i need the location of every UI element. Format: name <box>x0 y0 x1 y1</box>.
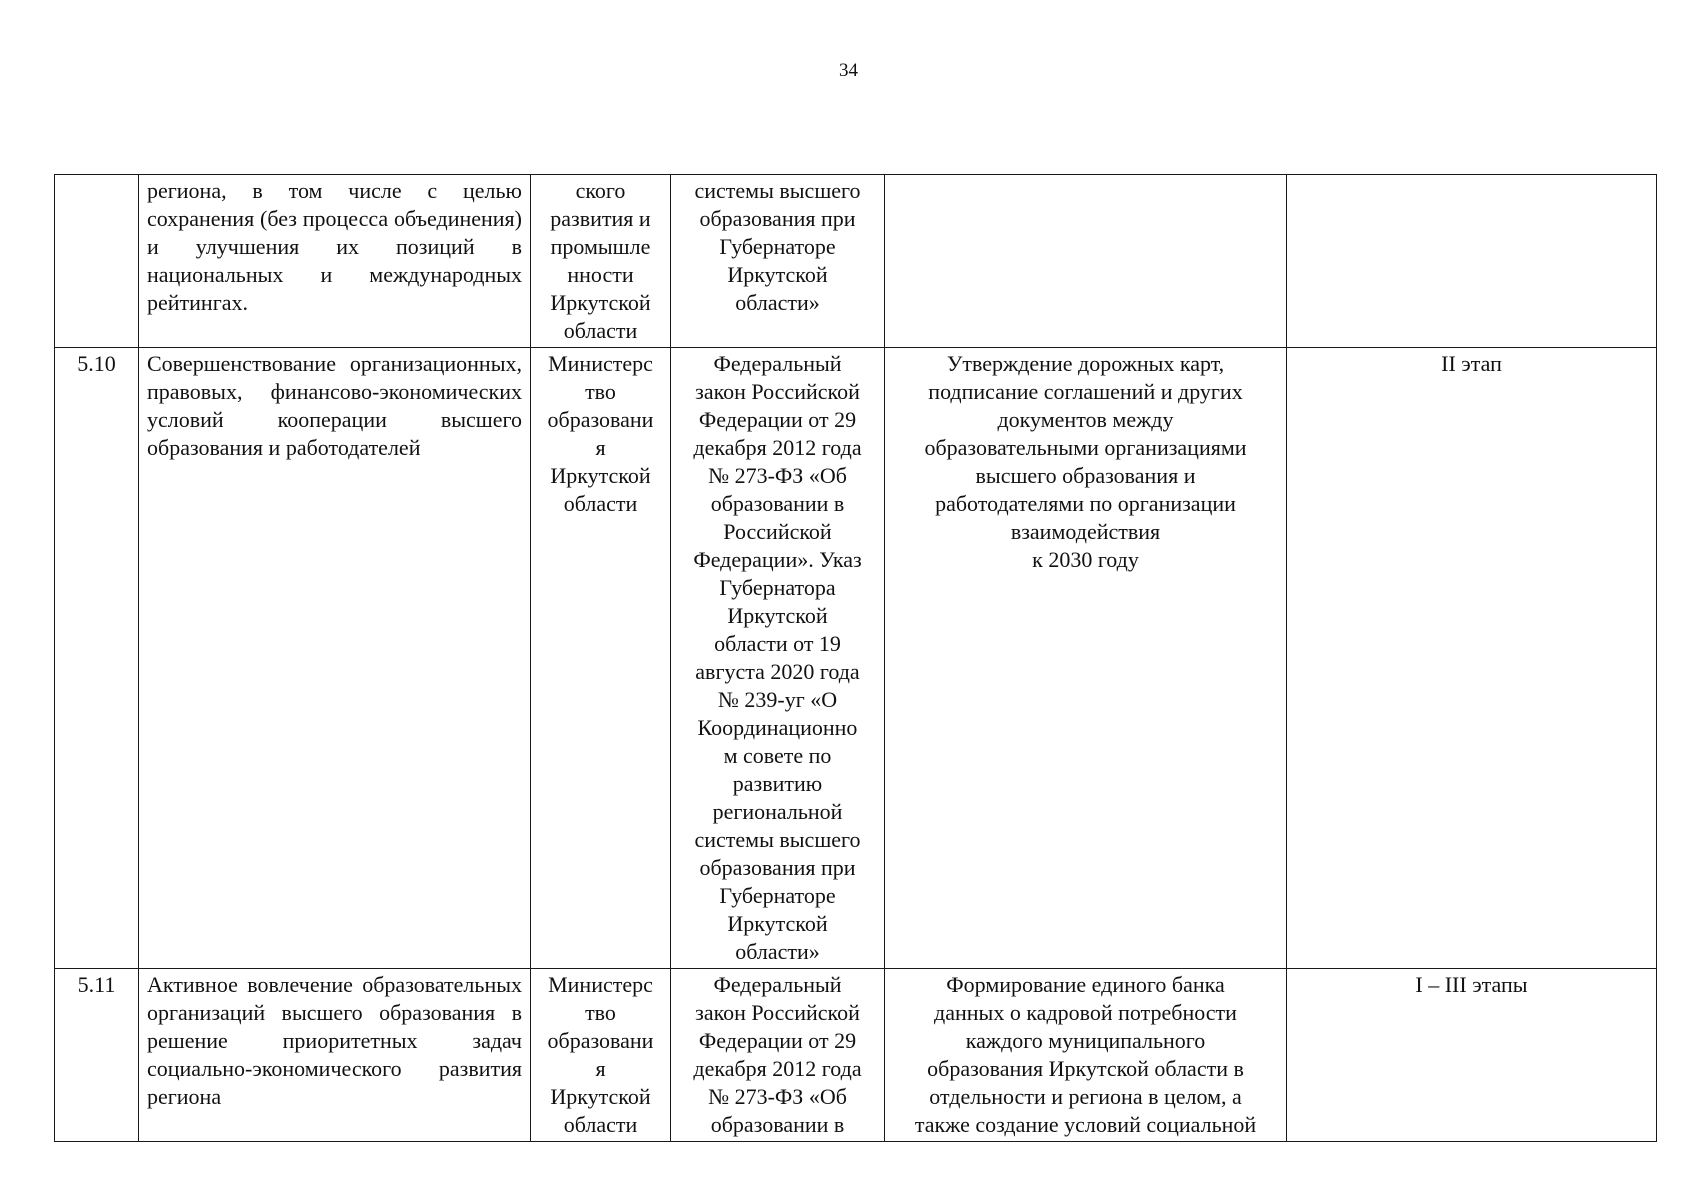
cell-line: Федерации от 29 <box>698 1028 857 1053</box>
cell-line: я <box>595 435 606 460</box>
cell-line: Утверждение дорожных карт, <box>946 351 1225 376</box>
cell-line: Губернаторе <box>719 883 836 908</box>
cell-line: образовательными организациями <box>924 435 1247 460</box>
stage-cell: II этап <box>1287 348 1657 969</box>
cell-line: развитию <box>732 771 823 796</box>
cell-line: Федерации». Указ <box>693 547 862 572</box>
cell-line: образования Иркутской области в <box>927 1056 1244 1081</box>
cell-line: данных о кадровой потребности <box>934 1000 1237 1025</box>
cell-line: № 239-уг «О <box>717 687 838 712</box>
cell-line: Министерс <box>548 351 653 376</box>
cell-line: № 273-ФЗ «Об <box>708 1084 847 1109</box>
cell-line: системы высшего <box>694 178 861 203</box>
cell-line: Координационно <box>697 715 858 740</box>
cell-line: Министерс <box>548 972 653 997</box>
cell-line: образовани <box>547 1028 654 1053</box>
cell-line: Формирование единого банка <box>946 972 1225 997</box>
row-number <box>55 175 139 348</box>
document-cell <box>671 969 885 1142</box>
cell-line: нности <box>567 262 634 287</box>
result-cell <box>885 348 1287 969</box>
cell-line: тво <box>585 379 616 404</box>
measure-cell: Совершенствование организационных, правовых, финансово-экономических условий кооперации высшего образования и работодателей <box>139 348 531 969</box>
cell-line: образования при <box>699 855 856 880</box>
table-row <box>55 175 1657 348</box>
cell-line: закон Российской <box>695 1000 860 1025</box>
cell-line: Иркутской <box>550 290 651 315</box>
cell-line: работодателями по организации <box>935 491 1236 516</box>
cell-line: закон Российской <box>695 379 860 404</box>
result-cell <box>885 175 1287 348</box>
measure-cell: региона, в том числе с целью сохранения (без процесса объединения) и улучшения их позиций в национальных и международных рейтингах. <box>139 175 531 348</box>
cell-line: Федеральный <box>713 351 842 376</box>
cell-line: Губернаторе <box>719 234 836 259</box>
cell-line: образовании в <box>710 1112 845 1137</box>
cell-line: каждого муниципального <box>965 1028 1206 1053</box>
cell-line: развития и <box>550 206 651 231</box>
cell-line: области <box>563 1112 638 1137</box>
cell-line: ского <box>575 178 626 203</box>
cell-line: Российской <box>723 519 832 544</box>
cell-line: высшего образования и <box>975 463 1196 488</box>
cell-line: подписание соглашений и других <box>928 379 1243 404</box>
stage-cell <box>1287 175 1657 348</box>
table-row <box>55 348 1657 969</box>
cell-line: области» <box>735 290 820 315</box>
cell-line: тво <box>585 1000 616 1025</box>
cell-line: Федеральный <box>713 972 842 997</box>
cell-line: к 2030 году <box>1032 547 1139 572</box>
cell-line: области» <box>735 939 820 964</box>
cell-line: декабря 2012 года <box>693 1056 862 1081</box>
result-cell <box>885 969 1287 1142</box>
cell-line: № 273-ФЗ «Об <box>708 463 847 488</box>
cell-line: августа 2020 года <box>695 659 860 684</box>
measure-cell: Активное вовлечение образовательных организаций высшего образования в решение приоритетных задач социально-экономического развития региона <box>139 969 531 1142</box>
cell-line: я <box>595 1056 606 1081</box>
cell-line: документов между <box>997 407 1174 432</box>
executor-cell <box>531 348 671 969</box>
cell-line: Иркутской <box>727 911 828 936</box>
plan-table <box>54 174 1657 1142</box>
executor-cell <box>531 969 671 1142</box>
cell-line: Губернатора <box>719 575 836 600</box>
document-cell <box>671 348 885 969</box>
cell-line: промышле <box>550 234 651 259</box>
cell-line: системы высшего <box>694 827 861 852</box>
table-row <box>55 969 1657 1142</box>
cell-line: отдельности и региона в целом, а <box>929 1084 1242 1109</box>
cell-line: области <box>563 318 638 343</box>
document-cell <box>671 175 885 348</box>
cell-line: Федерации от 29 <box>698 407 857 432</box>
executor-cell <box>531 175 671 348</box>
cell-line: области от 19 <box>714 631 841 656</box>
cell-line: декабря 2012 года <box>693 435 862 460</box>
cell-line: области <box>563 491 638 516</box>
cell-line: также создание условий социальной <box>914 1112 1257 1137</box>
row-number: 5.11 <box>55 969 139 1142</box>
cell-line: образования при <box>699 206 856 231</box>
cell-line: региональной <box>712 799 843 824</box>
cell-line: Иркутской <box>727 262 828 287</box>
cell-line: Иркутской <box>550 1084 651 1109</box>
cell-line: м совете по <box>723 743 832 768</box>
cell-line: образовании в <box>710 491 845 516</box>
cell-line: Иркутской <box>550 463 651 488</box>
row-number: 5.10 <box>55 348 139 969</box>
cell-line: взаимодействия <box>1010 519 1161 544</box>
stage-cell: I – III этапы <box>1287 969 1657 1142</box>
cell-line: образовани <box>547 407 654 432</box>
page-number: 34 <box>839 60 858 81</box>
cell-line: Иркутской <box>727 603 828 628</box>
